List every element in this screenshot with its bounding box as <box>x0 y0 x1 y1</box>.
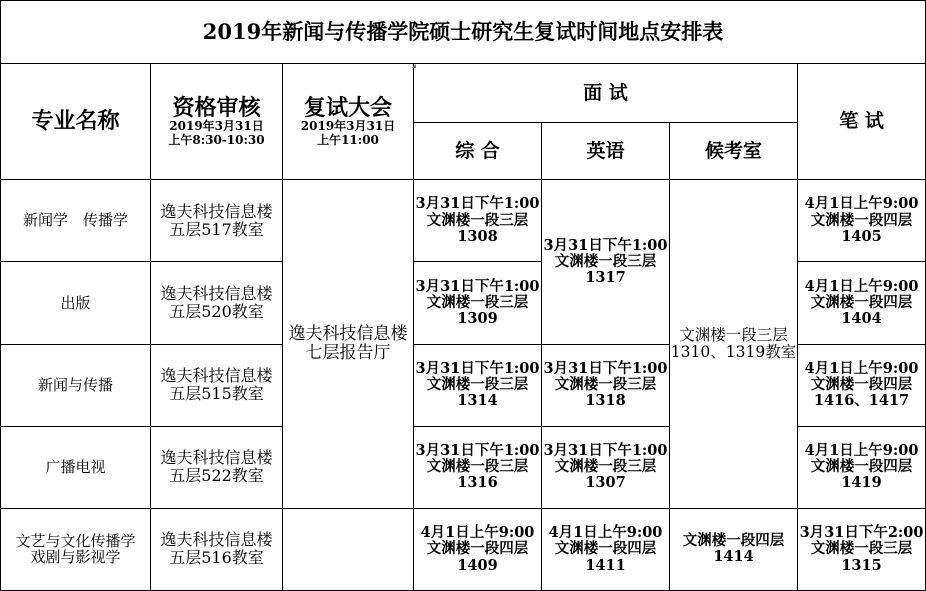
waiting-building: 文渊楼一段四层 <box>682 532 785 550</box>
comprehensive-room: 1316 <box>457 474 498 492</box>
written-time: 4月1日上午9:00 <box>804 359 919 377</box>
qualification-room: 五层517教室 <box>169 219 264 239</box>
waiting-room-cell <box>670 508 798 590</box>
comprehensive-time: 3月31日下午1:00 <box>415 359 540 377</box>
qualification-room: 五层520教室 <box>169 301 264 321</box>
qualification-cell <box>151 426 283 508</box>
comprehensive-cell <box>414 508 542 590</box>
english-cell <box>542 344 670 426</box>
qualification-building: 逸夫科技信息楼 <box>160 284 273 304</box>
assembly-building: 逸夫科技信息楼 <box>288 324 408 344</box>
major-cell <box>1 508 151 590</box>
comprehensive-building: 文渊楼一段三层 <box>426 211 529 229</box>
major-cell: 新闻学 传播学 <box>1 180 151 262</box>
written-cell <box>798 426 926 508</box>
qualification-building: 逸夫科技信息楼 <box>160 530 273 550</box>
header-assembly <box>283 64 414 180</box>
comprehensive-room: 1308 <box>457 227 498 245</box>
english-time: 3月31日下午1:00 <box>543 441 668 459</box>
written-building: 文渊楼一段四层 <box>810 211 913 229</box>
written-time: 3月31日下午2:00 <box>799 524 924 542</box>
comprehensive-room: 1409 <box>457 556 498 574</box>
assembly-empty-cell <box>283 508 414 590</box>
written-cell <box>798 508 926 590</box>
waiting-building: 文渊楼一段三层 <box>679 325 788 344</box>
written-time: 4月1日上午9:00 <box>804 441 919 459</box>
english-building: 文渊楼一段三层 <box>554 458 657 476</box>
waiting-rooms: 1310、1319教室 <box>670 343 797 362</box>
comprehensive-time: 3月31日下午1:00 <box>415 195 540 213</box>
comprehensive-time: 3月31日下午1:00 <box>415 441 540 459</box>
written-time: 4月1日上午9:00 <box>804 195 919 213</box>
english-cell <box>542 508 670 590</box>
written-cell <box>798 344 926 426</box>
header-assembly-time: 上午11:00 <box>317 133 379 147</box>
english-building: 文渊楼一段四层 <box>554 540 657 558</box>
english-cell <box>542 426 670 508</box>
header-qualification-time: 上午8:30-10:30 <box>168 133 265 147</box>
header-assembly-date: 2019年3月31日 <box>300 119 396 134</box>
qualification-building: 逸夫科技信息楼 <box>160 201 273 221</box>
major-cell: 广播电视 <box>1 426 151 508</box>
comprehensive-cell <box>414 180 542 262</box>
english-time: 3月31日下午1:00 <box>543 236 668 254</box>
written-building: 文渊楼一段四层 <box>810 458 913 476</box>
comprehensive-building: 文渊楼一段四层 <box>426 540 529 558</box>
cell-corner-mark <box>412 64 416 68</box>
written-cell <box>798 180 926 262</box>
comprehensive-cell <box>414 426 542 508</box>
header-qualification-label: 资格审核 <box>172 94 261 121</box>
header-qualification-date: 2019年3月31日 <box>169 119 264 134</box>
comprehensive-cell <box>414 262 542 344</box>
header-waiting-room: 候考室 <box>670 123 798 180</box>
qualification-cell <box>151 344 283 426</box>
written-room: 1315 <box>841 556 882 574</box>
written-time: 4月1日上午9:00 <box>804 277 919 295</box>
qualification-cell <box>151 508 283 590</box>
header-qualification <box>151 64 283 180</box>
qualification-room: 五层522教室 <box>169 466 264 486</box>
qualification-building: 逸夫科技信息楼 <box>160 448 273 468</box>
english-room: 1318 <box>585 392 626 410</box>
english-building: 文渊楼一段三层 <box>554 252 657 270</box>
qualification-cell <box>151 180 283 262</box>
comprehensive-cell <box>414 344 542 426</box>
major-cell: 出版 <box>1 262 151 344</box>
header-assembly-label: 复试大会 <box>303 94 392 121</box>
page-title: 2019年新闻与传播学院硕士研究生复试时间地点安排表 <box>1 1 926 64</box>
comprehensive-time: 3月31日下午1:00 <box>415 277 540 295</box>
major-cell: 新闻与传播 <box>1 344 151 426</box>
qualification-room: 五层516教室 <box>169 548 264 568</box>
header-interview-english: 英语 <box>542 123 670 180</box>
english-cell-merged <box>542 180 670 344</box>
waiting-room-cell-merged <box>670 180 798 509</box>
english-time: 3月31日下午1:00 <box>543 359 668 377</box>
comprehensive-room: 1309 <box>457 310 498 328</box>
header-written: 笔 试 <box>798 64 926 180</box>
comprehensive-room: 1314 <box>457 392 498 410</box>
written-room: 1416、1417 <box>813 392 910 410</box>
english-building: 文渊楼一段三层 <box>554 375 657 393</box>
written-building: 文渊楼一段四层 <box>810 293 913 311</box>
written-cell <box>798 262 926 344</box>
assembly-location-cell <box>283 180 414 509</box>
assembly-room: 七层报告厅 <box>305 343 391 364</box>
comprehensive-building: 文渊楼一段三层 <box>426 458 529 476</box>
written-building: 文渊楼一段四层 <box>810 375 913 393</box>
written-building: 文渊楼一段三层 <box>810 540 913 558</box>
written-room: 1405 <box>841 227 882 245</box>
qualification-room: 五层515教室 <box>169 384 264 404</box>
english-room: 1317 <box>585 269 626 287</box>
written-room: 1419 <box>841 474 882 492</box>
header-interview-comprehensive: 综 合 <box>414 123 542 180</box>
written-room: 1404 <box>841 310 882 328</box>
comprehensive-building: 文渊楼一段三层 <box>426 375 529 393</box>
header-major: 专业名称 <box>1 64 151 180</box>
waiting-room: 1414 <box>713 548 754 566</box>
comprehensive-time: 4月1日上午9:00 <box>420 524 535 542</box>
english-room: 1307 <box>585 474 626 492</box>
comprehensive-building: 文渊楼一段三层 <box>426 293 529 311</box>
header-interview: 面 试 <box>414 64 798 123</box>
major-line: 文艺与文化传播学 <box>15 531 136 550</box>
qualification-cell <box>151 262 283 344</box>
english-room: 1411 <box>585 556 626 574</box>
major-line: 戏剧与影视学 <box>30 548 121 567</box>
english-time: 4月1日上午9:00 <box>548 524 663 542</box>
qualification-building: 逸夫科技信息楼 <box>160 366 273 386</box>
